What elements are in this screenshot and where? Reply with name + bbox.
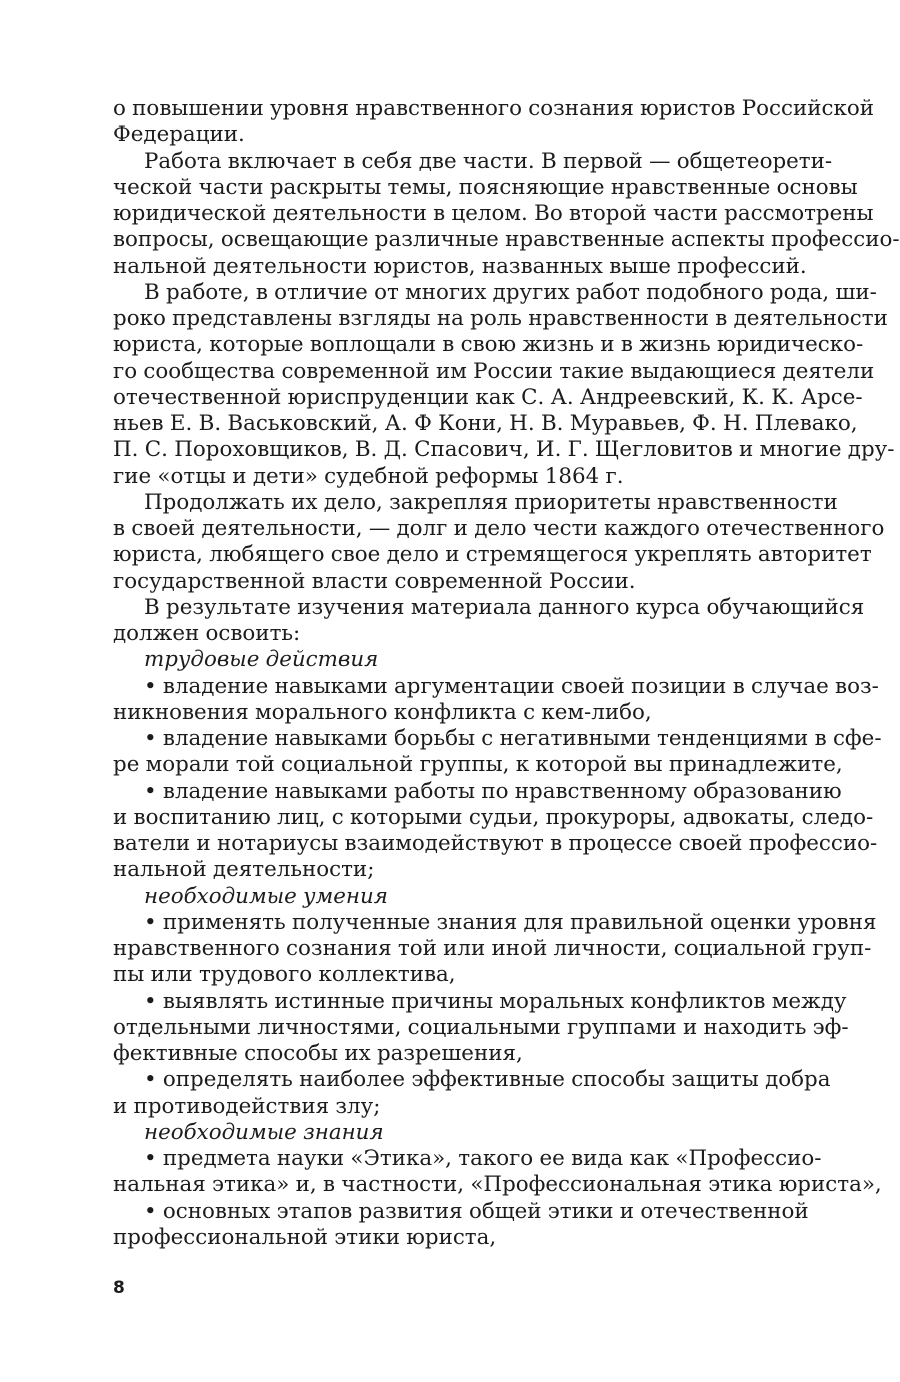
text-line: о повышении уровня нравственного сознания юристов Российской	[113, 96, 874, 121]
list-item-line: ре морали той социальной группы, к которой вы принадлежите,	[113, 752, 843, 778]
list-item-line: • применять полученные знания для правильной оценки уровня	[144, 909, 877, 935]
text-line: государственной власти современной России.	[113, 568, 636, 594]
section-label: необходимые знания	[144, 1119, 384, 1145]
body-text	[113, 96, 900, 1251]
text-line: П. С. Пороховщиков, В. Д. Спасович, И. Г. Щегловитов и многие дру-	[113, 437, 895, 463]
list-item-line: • владение навыками аргументации своей позиции в случае воз-	[144, 673, 879, 699]
text-line: гие «отцы и дети» судебной реформы 1864 г.	[113, 463, 624, 489]
list-item-line: нравственного сознания той или иной личности, социальной груп-	[113, 936, 872, 961]
list-item-line: • владение навыками борьбы с негативными тенденциями в сфе-	[144, 726, 882, 751]
text-line: В работе, в отличие от многих других работ подобного рода, ши-	[144, 279, 877, 305]
text-line: должен освоить:	[113, 621, 301, 646]
list-item-line: и воспитанию лиц, с которыми судьи, прокуроры, адвокаты, следо-	[113, 804, 874, 830]
list-item-line: ватели и нотариусы взаимодействуют в процессе своей профессио-	[113, 831, 878, 856]
text-line: вопросы, освещающие различные нравственные аспекты профессио-	[113, 227, 900, 253]
list-item-line: нальная этика» и, в частности, «Профессиональная этика юриста»,	[113, 1172, 882, 1198]
text-line: в своей деятельности, — долг и дело чести каждого отечественного	[113, 516, 885, 541]
text-line: В результате изучения материала данного курса обучающийся	[144, 594, 865, 620]
text-line: юриста, любящего свое дело и стремящегося укреплять авторитет	[113, 542, 872, 568]
list-item-line: отдельными личностями, социальными группами и находить эф-	[113, 1014, 849, 1040]
page-number: 8	[113, 1278, 125, 1298]
text-line: го сообщества современной им России такие выдающиеся деятели	[113, 358, 875, 384]
list-item-line: • предмета науки «Этика», такого ее вида как «Профессио-	[144, 1146, 822, 1171]
text-line: юриста, которые воплощали в свою жизнь и в жизнь юридическо-	[113, 332, 864, 358]
list-item-line: профессиональной этики юриста,	[113, 1224, 497, 1250]
section-label: трудовые действия	[144, 647, 379, 673]
list-item-line: нальной деятельности;	[113, 857, 375, 883]
list-item-line: и противодействия злу;	[113, 1093, 381, 1119]
text-line: отечественной юриспруденции как С. А. Андреевский, К. К. Арсе-	[113, 384, 863, 410]
list-item-line: никновения морального конфликта с кем-либо,	[113, 699, 652, 725]
list-item-line: пы или трудового коллектива,	[113, 962, 456, 988]
section-label: необходимые умения	[144, 883, 388, 909]
text-line: Федерации.	[113, 122, 245, 148]
list-item-line: • владение навыками работы по нравственному образованию	[144, 778, 842, 804]
text-line: нальной деятельности юристов, названных выше профессий.	[113, 253, 807, 279]
text-line: роко представлены взгляды на роль нравственности в деятельности	[113, 306, 888, 331]
list-item-line: • определять наиболее эффективные способы защиты добра	[144, 1067, 831, 1093]
text-line: Продолжать их дело, закрепляя приоритеты нравственности	[144, 489, 838, 515]
text-line: ньев Е. В. Васьковский, А. Ф Кони, Н. В. Муравьев, Ф. Н. Плевако,	[113, 411, 858, 436]
list-item-line: фективные способы их разрешения,	[113, 1041, 523, 1066]
text-line: Работа включает в себя две части. В первой — общетеорети-	[144, 148, 833, 174]
text-line: ческой части раскрыты темы, поясняющие нравственные основы	[113, 174, 858, 200]
list-item-line: • выявлять истинные причины моральных конфликтов между	[144, 988, 847, 1014]
text-line: юридической деятельности в целом. Во второй части рассмотрены	[113, 201, 874, 226]
list-item-line: • основных этапов развития общей этики и отечественной	[144, 1198, 809, 1224]
